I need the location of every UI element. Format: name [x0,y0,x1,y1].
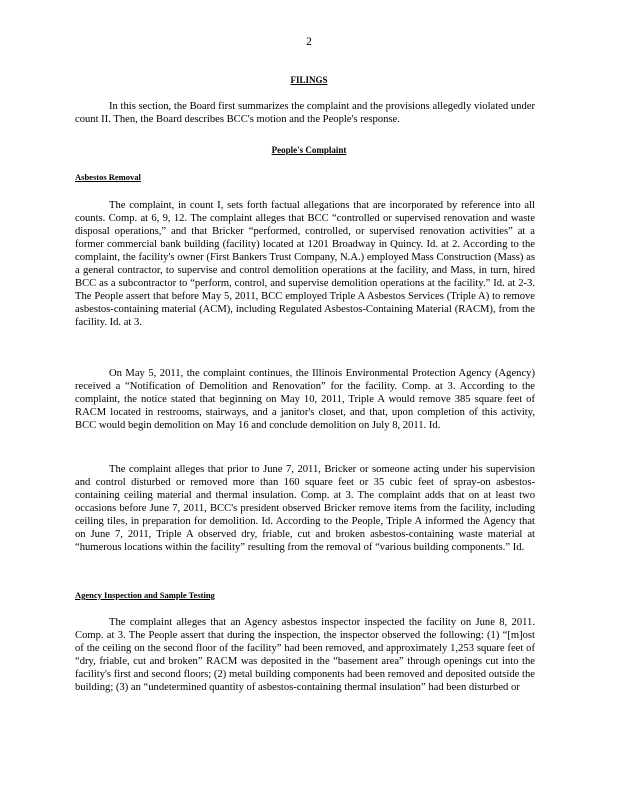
paragraph-intro: In this section, the Board first summarizes the complaint and the provisions allegedly violated under count II. Then, the Board describes BCC's motion and the People's response. [75,101,535,125]
section-heading-peoples-complaint [0,145,618,155]
paragraph-bricker-removal: The complaint alleges that prior to June 7, 2011, Bricker or someone acting under his supervision and control disturbed or removed more than 160 square feet or 35 cubic feet of spray-on asbestos-containing ceiling material and thermal insulation. Comp. at 3. The complaint adds that on at least two occasions before June 7, 2011, BCC's president observed Bricker remove items from the facility, including ceiling tiles, in preparation for demolition. Id. According to the People, Triple A informed the Agency that on June 7, 2011, Triple A observed dry, friable, cut and broken asbestos-containing waste material at “humerous locations within the facility” resulting from the removal of “various building components.” Id. [75,464,535,553]
peoples-complaint-heading-text: People's Complaint [271,145,347,155]
page-number: 2 [306,36,312,48]
paragraph-agency-inspection: The complaint alleges that an Agency asbestos inspector inspected the facility on June 8, 2011. Comp. at 3. The People assert that during the inspection, the inspector observed the following: (1) “[m]ost of the ceiling on the second floor of the facility” had been removed, and approximately 1,253 square feet of “dry, friable, cut and broken” RACM was deposited in the “basement area” through openings cut into the facility's first and second floors; (2) metal building components had been removed and deposited outside the building; (3) an “undetermined quantity of asbestos-containing thermal insulation” had been disturbed or [75,617,535,693]
subheading-asbestos-removal: Asbestos Removal [75,172,141,182]
paragraph-count-one-allegations: The complaint, in count I, sets forth factual allegations that are incorporated by reference into all counts. Comp. at 6, 9, 12. The complaint alleges that BCC “controlled or supervised renovation and waste disposal operations,” and that Bricker “performed, controlled, or supervised renovation activities” at a former commercial bank building (facility) located at 1201 Broadway in Quincy. Id. at 2. According to the complaint, the facility's owner (First Bankers Trust Company, N.A.) employed Mass Construction (Mass) as a general contractor, to supervise and control demolition operations at the facility, and Mass, in turn, hired BCC as a subcontractor to “perform, control, and supervise demolition operations at the facility.” Id. at 2-3. The People assert that before May 5, 2011, BCC employed Triple A Asbestos Services (Triple A) to remove asbestos-containing material (ACM), including Regulated Asbestos-Containing Material (RACM), from the facility. Id. at 3. [75,200,535,328]
paragraph-notification: On May 5, 2011, the complaint continues, the Illinois Environmental Protection Agency (Agency) received a “Notification of Demolition and Renovation” for the facility. Comp. at 3. According to the complaint, the notice stated that beginning on May 10, 2011, Triple A would remove 385 square feet of RACM located in restrooms, stairways, and a janitor's closet, and that, upon completion of this activity, BCC would begin demolition on May 16 and conclude demolition on July 8, 2011. Id. [75,368,535,431]
section-heading-filings [0,75,618,85]
subheading-agency-inspection: Agency Inspection and Sample Testing [75,590,215,600]
filings-heading-text: FILINGS [290,75,328,85]
